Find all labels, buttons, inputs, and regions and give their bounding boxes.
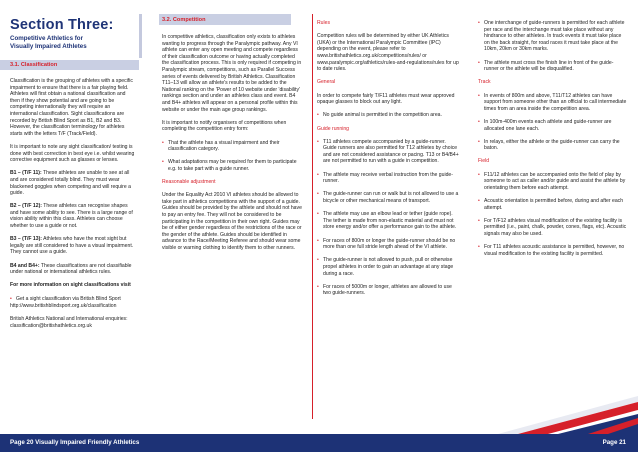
list-item: [478, 93, 628, 113]
list-item: [162, 140, 302, 153]
bullet-icon: •: [10, 295, 12, 302]
list-item: [317, 172, 459, 185]
class-b4-text: These classifications are not classifiable under national or international athletics rules.: [10, 262, 132, 276]
bullet-text: The athlete may use an elbow lead or tether (guide rope). The tether is made from non-elastic material and must not store energy and/or offer a performance gain to the athlete.: [323, 211, 457, 231]
footer-right: Page 21: [602, 439, 626, 446]
bullet-text: The athlete may receive verbal instruction from the guide-runner.: [323, 171, 453, 185]
bullet-icon: •: [317, 138, 319, 145]
bullet-icon: •: [317, 237, 319, 244]
bullet-text: For T/F12 athletes visual modification of the existing facility is permitted (i.e., paint, chalk, powder, cones, flags, etc). Acoustic signals may also be used.: [484, 217, 627, 237]
reasonable-adjustment-heading: Reasonable adjustment: [162, 179, 216, 186]
list-item: [317, 284, 459, 297]
column-track-field: [478, 20, 628, 264]
guide-running-heading: Guide running: [317, 125, 350, 132]
classification-link[interactable]: http://www.britishblindsport.org.uk/classification: [10, 302, 117, 309]
bullet-icon: •: [478, 244, 480, 251]
classification-heading: 3.1. Classification: [10, 62, 58, 68]
bullet-text: For T11 athletes acoustic assistance is permitted, however, no visual modification to the existing facility is permitted.: [484, 244, 625, 257]
bullet-text: One interchange of guide-runners is permitted for each athlete per race and the interchange must take place without any hindrance to other athletes. In track events it must take place on the back straight, for road races it must take place at the 10km, 20km or 30km marks.: [484, 20, 625, 53]
list-item: [317, 112, 459, 119]
class-b3: [10, 236, 135, 256]
bullet-icon: •: [317, 112, 319, 119]
list-item: [10, 296, 135, 303]
track-heading: Track: [478, 79, 491, 86]
list-item: [478, 139, 628, 152]
bullet-icon: •: [478, 198, 480, 205]
bullet-text: Get a sight classification via British Blind Sport: [16, 295, 121, 302]
bullet-text: In events of 800m and above, T11/T12 athletes can have support from someone other than an official to call intermediate times from an area inside the competition area.: [484, 92, 627, 112]
list-item: [162, 159, 302, 172]
bullet-icon: •: [162, 159, 164, 166]
class-b1-label: B1 – (T/F 11):: [10, 170, 42, 177]
competition-intro: In competitive athletics, classification only exists to athletes wanting to progress through the Paralympic pathway. Any VI athlete can enter any open meeting and compete regardless of their classification outcome or having actually completed the classification process. This is only required if competing in Paralympic stream, competitions, such as Parallel Success series of events delivered by British Athletics. Classification T11–13 will allow an athlete's results to be added to the National ranking on the 'Power of 10 website under 'disability' rankings section and under an athletes class and event. B4 and B4+ athletes will appear on a personal profile within this website or under the main age group rankings.: [162, 34, 302, 113]
bullet-text: What adaptations may be required for them to participate e.g. to take part with a guide runner.: [168, 159, 297, 172]
bullet-icon: •: [162, 139, 164, 146]
bullet-icon: •: [478, 138, 480, 145]
class-b3-label: B3 – (T/F 13):: [10, 236, 42, 243]
list-item: [478, 244, 628, 257]
reasonable-adjustment-text: Under the Equality Act 2010 VI athletes should be allowed to take part in athletics competitions with the support of a guide. Guides should be provided by the athlete and should not have to pay an entry fee. They will not be considered to be participating in the competition in their own right. Guides may be of either gender regardless of the restrictions of the race or the gender of the athlete. Guides should be identified in advance to the Race/Meeting Referee and should wear some visible or warning clothing to identify them to other runners.: [162, 192, 302, 251]
list-item: [478, 60, 628, 73]
class-b1-text: These athletes are unable to see at all and are considered totally blind. They must wear blackened goggles when competing and will require a guide.: [10, 170, 131, 197]
general-heading: General: [317, 79, 336, 86]
bullet-text: In 100m-400m events each athlete and guide-runner are allocated one lane each.: [484, 118, 612, 132]
bullet-text: For races of 5000m or longer, athletes are allowed to use two guide-runners.: [323, 283, 452, 297]
column-divider: [312, 14, 313, 419]
classification-testing: It is important to note any sight classification/ testing is done with best correction in best eye i.e. whilst wearing corrective equipment such as glasses or lenses.: [10, 143, 135, 164]
class-b2-text: These athletes can recognise shapes and have some ability to see. There is a large range of vision ability within this class. Athletes can choose whether to use a guide or not.: [10, 203, 133, 230]
list-item: [317, 257, 459, 277]
bullet-icon: •: [478, 20, 480, 26]
bullet-icon: •: [317, 171, 319, 178]
column-competition: [162, 34, 302, 258]
field-heading: Field: [478, 158, 490, 165]
bullet-text: No guide animal is permitted in the competition area.: [323, 112, 442, 119]
bullet-icon: •: [317, 211, 319, 218]
class-b3-text: Athletes who have the most sight but legally are still considered to have a visual impairment. They cannot use a guide.: [10, 236, 134, 256]
bullet-text: The athlete must cross the finish line in front of the guide-runner or the athlete will be disqualified.: [484, 59, 614, 73]
competition-heading: 3.2. Competition: [162, 17, 206, 23]
list-item: [317, 238, 459, 251]
class-b4: [10, 263, 135, 276]
bullet-icon: •: [478, 92, 480, 99]
section-title: Section Three:: [10, 17, 114, 33]
competition-notify: It is important to notify organisers of competitions when completing the competition entry form:: [162, 119, 287, 133]
section-subtitle: [10, 35, 87, 51]
class-b2: [10, 203, 135, 229]
bullet-icon: •: [478, 118, 480, 125]
union-flag-graphic: [478, 396, 638, 434]
bullet-text: T11 athletes compete accompanied by a guide-runner. Guide runners are also permitted for T12 athletes by choice and are not considered assistance or pacing. T13 or B4/B4+ are not permitted to run with a guide in competition.: [323, 138, 459, 165]
list-item: [317, 211, 459, 231]
list-item: [478, 218, 628, 238]
class-b4-label: B4 and B4+:: [10, 262, 40, 269]
bullet-text: The guide-runner can run or walk but is not allowed to use a bicycle or other mechanical means of transport.: [323, 191, 459, 205]
class-b1: [10, 170, 135, 196]
list-item: [478, 198, 628, 211]
bullet-text: F11/12 athletes can be accompanied onto the field of play by someone to act as caller and/or guide and assist the athlete by orientating them before each attempt.: [484, 171, 626, 191]
more-info-heading: For more information on sight classifications visit: [10, 282, 131, 289]
bullet-icon: •: [478, 59, 480, 66]
page-footer: [0, 434, 638, 452]
section-subtitle-line2: Visually Impaired Athletes: [10, 43, 87, 50]
bullet-text: The guide-runner is not allowed to push, pull or otherwise propel athletes in order to gain an advantage at any stage during a race.: [323, 257, 454, 277]
list-item: [478, 20, 628, 53]
list-item: [317, 139, 459, 165]
class-b2-label: B2 – (T/F 12):: [10, 203, 42, 210]
section-subtitle-line1: Competitive Athletics for: [10, 35, 83, 42]
bullet-icon: •: [478, 171, 480, 178]
bullet-text: For races of 800m or longer the guide-runner should be no more than one full stride length ahead of the VI athlete.: [323, 237, 456, 251]
list-item: [478, 119, 628, 132]
list-item: [478, 172, 628, 192]
column-rules: [317, 20, 459, 304]
classification-intro: Classification is the grouping of athletes with a specific impairment to ensure that there is a fair playing field. Athletes will first obtain a national classification and then if they show potential and are going to be competing internationally they will require an international classification. Sight classifications are recorded by British Blind Sport as B1, B2 and B3. However, the classification terminology for athletes starts with the letters T/F (Track/Field).: [10, 78, 133, 137]
column-classification: [10, 78, 135, 336]
bullet-text: Acoustic orientation is permitted before, during and after each attempt.: [484, 198, 624, 211]
bullet-icon: •: [317, 257, 319, 264]
bullet-text: In relays, either the athlete or the guide-runner can carry the baton.: [484, 138, 620, 152]
bullet-icon: •: [317, 283, 319, 290]
bullet-text: That the athlete has a visual impairment and their classification category.: [168, 139, 280, 153]
footer-left: Page 20 Visually Impaired Friendly Athletics: [10, 439, 140, 446]
general-text: In order to compete fairly T/F11 athletes must wear approved opaque glasses to block out any light.: [317, 92, 455, 106]
bullet-icon: •: [317, 191, 319, 198]
enquiries-text: British Athletics National and International enquiries: classification@britishathletics.org.uk: [10, 315, 128, 329]
rules-intro: Competition rules will be determined by either UK Athletics (UKA) or the International Paralympic Committee (IPC) depending on the event, please refer to www.britishathletics.org.uk/competitions/rules/ or www.paralympic.org/athletics/rules-and-regulations/rules for up to date rules.: [317, 33, 459, 73]
list-item: [317, 191, 459, 204]
bullet-icon: •: [478, 217, 480, 224]
rules-heading: Rules: [317, 20, 331, 26]
